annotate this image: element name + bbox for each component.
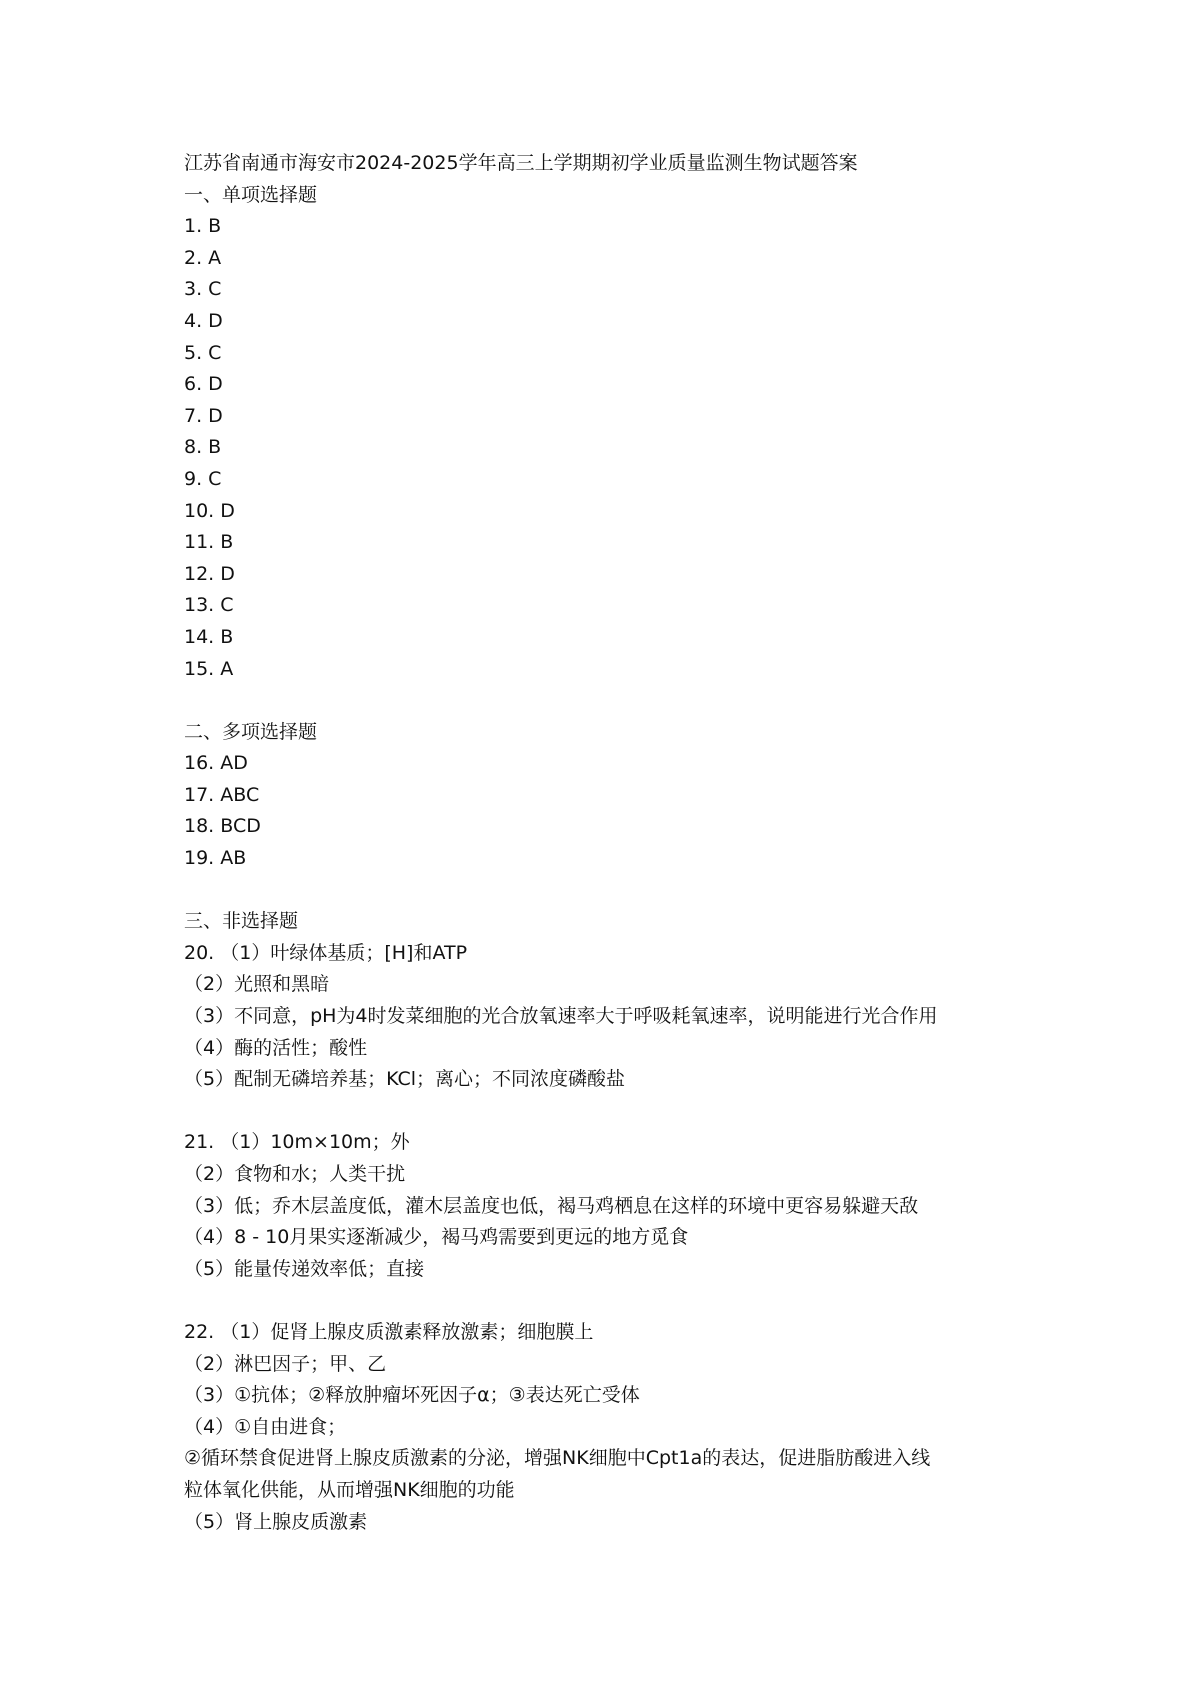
answer-item: 16. AD [184,752,248,775]
single-choice-answers [184,211,1084,685]
document-page [184,148,1084,1538]
answer-line: （5）配制无磷培养基；KCl；离心；不同浓度磷酸盐 [184,1068,626,1091]
question-20-answers [184,938,1084,1096]
spacer [184,875,1084,907]
answer-item: 12. D [184,562,235,585]
document-title: 江苏省南通市海安市2024-2025学年高三上学期期初学业质量监测生物试题答案 [184,152,858,174]
answer-line: 22. （1）促肾上腺皮质激素释放激素；细胞膜上 [184,1320,594,1343]
answer-line: （3）①抗体；②释放肿瘤坏死因子α；③表达死亡受体 [184,1384,640,1407]
section-heading-multiple-choice: 二、多项选择题 [184,720,318,743]
spacer [184,1096,1084,1128]
answer-item: 14. B [184,625,234,648]
answer-item: 11. B [184,531,234,554]
answer-item: 10. D [184,499,235,522]
question-22-answers [184,1317,1084,1538]
answer-item: 3. C [184,278,222,301]
spacer [184,685,1084,717]
answer-line: （2）光照和黑暗 [184,973,330,996]
answer-line: 20. （1）叶绿体基质；[H]和ATP [184,941,468,964]
answer-line: （2）淋巴因子；甲、乙 [184,1352,387,1375]
answer-item: 4. D [184,309,223,332]
multiple-choice-answers [184,748,1084,874]
answer-item: 5. C [184,341,222,364]
spacer [184,1285,1084,1317]
answer-line: ②循环禁食促进肾上腺皮质激素的分泌，增强NK细胞中Cpt1a的表达，促进脂肪酸进入线 [184,1447,931,1470]
answer-item: 8. B [184,436,222,459]
answer-item: 7. D [184,404,223,427]
answer-item: 18. BCD [184,815,261,838]
answer-item: 17. ABC [184,783,260,806]
question-21-answers [184,1127,1084,1285]
answer-line: （3）不同意，pH为4时发菜细胞的光合放氧速率大于呼吸耗氧速率，说明能进行光合作用 [184,1005,938,1028]
section-heading-single-choice: 一、单项选择题 [184,183,318,206]
answer-line: （4）8 - 10月果实逐渐减少，褐马鸡需要到更远的地方觅食 [184,1226,689,1249]
answer-item: 2. A [184,246,222,269]
answer-line: （2）食物和水；人类干扰 [184,1163,406,1185]
answer-line: （4）酶的活性；酸性 [184,1036,368,1059]
answer-item: 6. D [184,373,223,396]
answer-line: （5）肾上腺皮质激素 [184,1510,368,1533]
answer-item: 9. C [184,467,222,490]
answer-line: （5）能量传递效率低；直接 [184,1257,425,1280]
answer-line: 粒体氧化供能，从而增强NK细胞的功能 [184,1478,515,1501]
section-heading-non-choice: 三、非选择题 [184,910,299,933]
answer-line: （4）①自由进食； [184,1415,347,1438]
answer-line: （3）低；乔木层盖度低，灌木层盖度也低，褐马鸡栖息在这样的环境中更容易躲避天敌 [184,1194,919,1217]
answer-item: 13. C [184,594,234,617]
answer-line: 21. （1）10m×10m；外 [184,1131,410,1154]
answer-item: 15. A [184,657,234,680]
answer-item: 19. AB [184,847,247,870]
answer-item: 1. B [184,215,222,238]
